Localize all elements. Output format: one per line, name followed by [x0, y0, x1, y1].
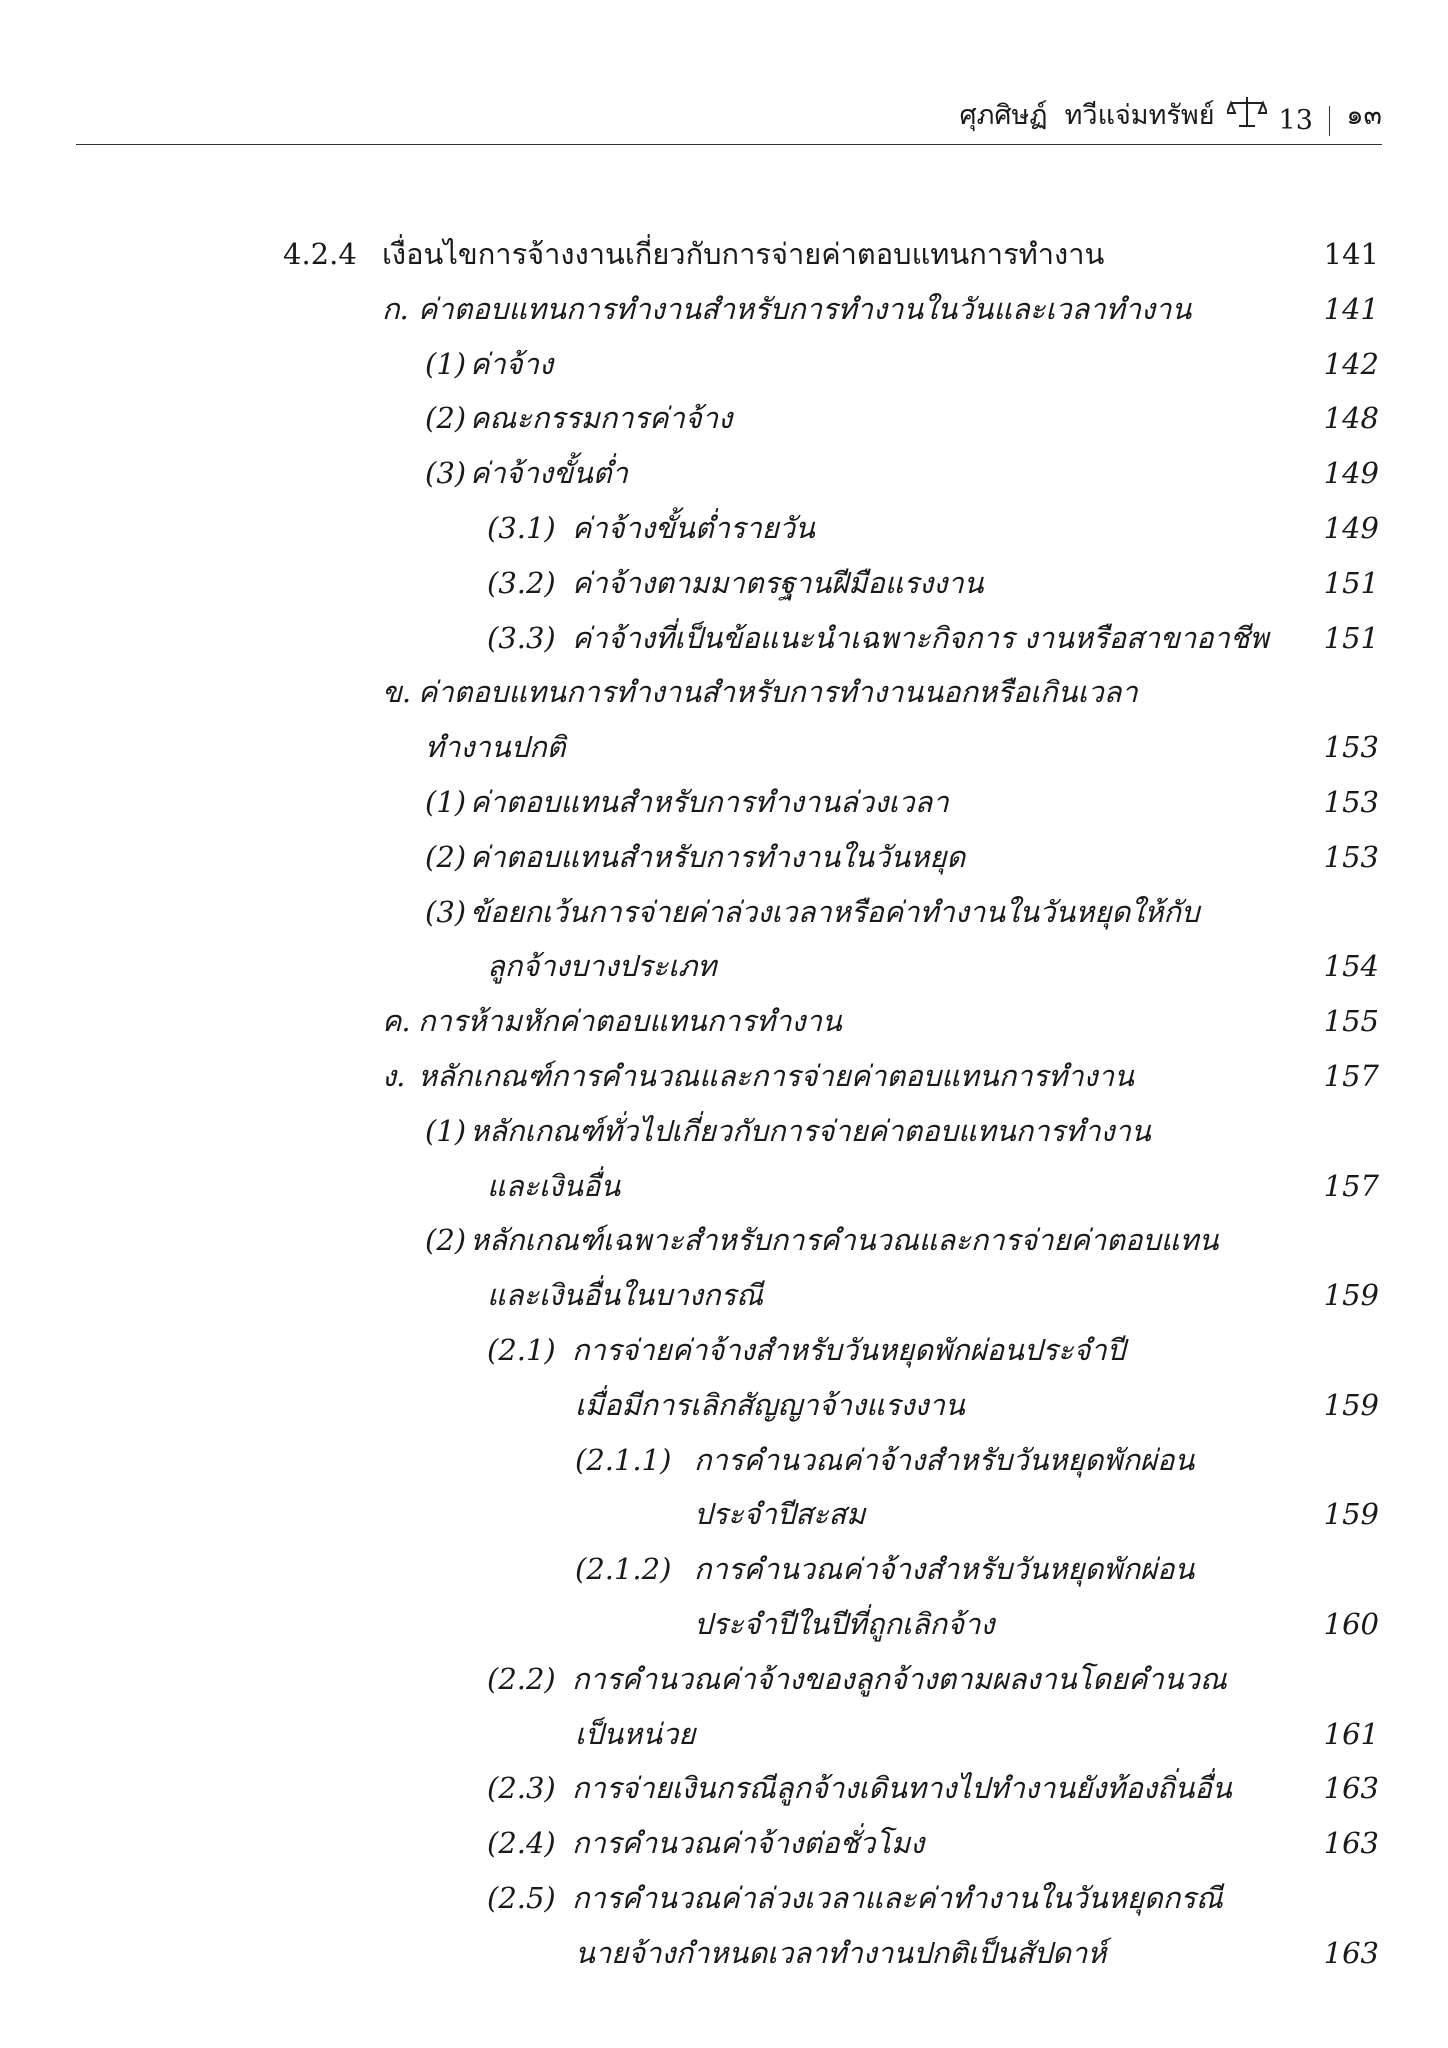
toc-entry-title[interactable]: การจ่ายค่าจ้างสำหรับวันหยุดพักผ่อนประจำปี	[572, 1333, 1126, 1367]
toc-entry-title[interactable]: หลักเกณฑ์การคำนวณและการจ่ายค่าตอบแทนการทำงาน	[418, 1059, 1134, 1093]
toc-entry-line	[0, 1544, 1379, 1594]
toc-entry-line	[0, 667, 1379, 717]
toc-entry-line	[0, 1654, 1379, 1704]
toc-page-number: 154	[1323, 949, 1379, 984]
toc-page-number: 163	[1323, 1935, 1379, 1970]
toc-page-number: 153	[1323, 785, 1379, 819]
author-name: ศุภศิษฏ์ ทวีแจ่มทรัพย์	[959, 100, 1215, 131]
scales-of-justice-icon	[1227, 95, 1267, 136]
toc-entry-line	[0, 777, 1379, 827]
toc-entry-number: (3)	[425, 456, 467, 491]
toc-entry-title[interactable]: การคำนวณค่าจ้างสำหรับวันหยุดพักผ่อน	[694, 1442, 1195, 1477]
toc-entry-title[interactable]: คณะกรรมการค่าจ้าง	[470, 401, 733, 436]
toc-entry-title[interactable]: ค่าจ้าง	[470, 346, 554, 381]
toc-page-number: 163	[1323, 1826, 1379, 1861]
toc-entry-number: (2.5)	[487, 1881, 556, 1915]
toc-entry-title[interactable]: เมื่อมีการเลิกสัญญาจ้างแรงงาน	[575, 1387, 965, 1422]
toc-entry-title[interactable]: หลักเกณฑ์ทั่วไปเกี่ยวกับการจ่ายค่าตอบแทนการทำงาน	[470, 1113, 1151, 1148]
toc-page-number: 149	[1323, 511, 1379, 545]
toc-entry-number: ก.	[382, 291, 409, 326]
toc-entry-line	[0, 503, 1379, 553]
toc-entry-title[interactable]: ประจำปีในปีที่ถูกเลิกจ้าง	[694, 1607, 995, 1641]
toc-page-number: 151	[1323, 565, 1379, 600]
toc-page-number: 163	[1323, 1771, 1379, 1806]
toc-entry-title[interactable]: ค่าตอบแทนการทำงานสำหรับการทำงานนอกหรือเกินเวลา	[418, 675, 1138, 710]
toc-entry-line	[0, 1325, 1379, 1375]
header-separator	[1329, 106, 1331, 136]
toc-entry-line	[0, 1489, 1379, 1539]
toc-entry-line	[0, 996, 1379, 1046]
toc-entry-number: (2.4)	[487, 1826, 556, 1861]
toc-entry-number: (2.3)	[487, 1771, 556, 1806]
toc-entry-title[interactable]: ประจำปีสะสม	[694, 1497, 866, 1532]
toc-entry-title[interactable]: เป็นหน่วย	[575, 1716, 696, 1751]
toc-entry-number: (2)	[425, 401, 467, 436]
toc-entry-title[interactable]: การคำนวณค่าล่วงเวลาและค่าทำงานในวันหยุดกรณี	[572, 1881, 1223, 1915]
toc-page-number: 142	[1323, 346, 1379, 381]
toc-entry-title[interactable]: ค่าตอบแทนการทำงานสำหรับการทำงานในวันและเวลาทำงาน	[418, 291, 1192, 326]
toc-entry-number: (1)	[425, 346, 467, 381]
toc-page-number: 148	[1323, 401, 1379, 436]
toc-entry-title[interactable]: หลักเกณฑ์เฉพาะสำหรับการคำนวณและการจ่ายค่าตอบแทน	[470, 1223, 1219, 1258]
toc-entry-number: (2.2)	[487, 1661, 556, 1696]
toc-entry-number: 4.2.4	[283, 237, 357, 271]
toc-entry-line	[0, 558, 1379, 608]
toc-entry-number: (2)	[425, 1223, 467, 1258]
toc-entry-number: (2.1.2)	[575, 1552, 672, 1587]
toc-entry-title[interactable]: นายจ้างกำหนดเวลาทำงานปกติเป็นสัปดาห์	[575, 1935, 1107, 1970]
toc-entry-line	[0, 1763, 1379, 1813]
toc-page-number: 157	[1323, 1059, 1379, 1093]
toc-entry-number: ค.	[382, 1004, 411, 1039]
toc-entry-line	[0, 393, 1379, 443]
toc-page-number: 160	[1323, 1607, 1379, 1641]
toc-entry-title[interactable]: เงื่อนไขการจ้างงานเกี่ยวกับการจ่ายค่าตอบแทนการทำงาน	[382, 237, 1105, 271]
toc-entry-line	[0, 1709, 1379, 1759]
toc-entry-number: (2.1.1)	[575, 1442, 672, 1477]
toc-entry-line	[0, 1270, 1379, 1320]
toc-entry-title[interactable]: การจ่ายเงินกรณีลูกจ้างเดินทางไปทำงานยังท้องถิ่นอื่น	[572, 1771, 1232, 1806]
toc-entry-line	[0, 941, 1379, 991]
toc-page-number: 159	[1323, 1497, 1379, 1532]
toc-entry-line	[0, 887, 1379, 937]
page-number-thai: ๑๓	[1346, 100, 1382, 131]
toc-entry-line	[0, 284, 1379, 334]
toc-entry-line	[0, 1106, 1379, 1156]
toc-page-number: 161	[1323, 1716, 1379, 1751]
toc-entry-line	[0, 1161, 1379, 1211]
toc-entry-number: (3)	[425, 894, 467, 929]
toc-entry-line	[0, 1873, 1379, 1923]
toc-entry-line	[0, 1380, 1379, 1430]
toc-entry-title[interactable]: ค่าตอบแทนสำหรับการทำงานล่วงเวลา	[470, 785, 949, 819]
toc-entry-line	[0, 229, 1379, 279]
toc-entry-title[interactable]: การคำนวณค่าจ้างต่อชั่วโมง	[572, 1826, 925, 1861]
toc-entry-number: (3.2)	[487, 565, 556, 600]
toc-entry-title[interactable]: ทำงานปกติ	[425, 730, 566, 765]
toc-entry-line	[0, 613, 1379, 663]
toc-entry-line	[0, 722, 1379, 772]
toc-entry-number: (1)	[425, 1113, 467, 1148]
toc-entry-line	[0, 1928, 1379, 1978]
page-number-arabic: 13	[1278, 105, 1313, 136]
toc-page-number: 151	[1323, 620, 1379, 655]
toc-entry-title[interactable]: และเงินอื่น	[487, 1168, 621, 1203]
toc-page-number: 157	[1323, 1168, 1379, 1203]
toc-entry-line	[0, 448, 1379, 498]
toc-page-number: 141	[1323, 291, 1379, 326]
toc-entry-number: (3.1)	[487, 511, 556, 545]
toc-entry-number: (2)	[425, 839, 467, 874]
toc-entry-number: (3.3)	[487, 620, 556, 655]
toc-page-number: 159	[1323, 1387, 1379, 1422]
toc-entry-number: (1)	[425, 785, 467, 819]
toc-page-number: 141	[1323, 237, 1379, 271]
toc-entry-number: ข.	[382, 675, 412, 710]
toc-entry-title[interactable]: ลูกจ้างบางประเภท	[487, 949, 717, 984]
toc-page-number: 149	[1323, 456, 1379, 491]
toc-entry-title[interactable]: การคำนวณค่าจ้างสำหรับวันหยุดพักผ่อน	[694, 1552, 1195, 1587]
toc-entry-number: (2.1)	[487, 1333, 556, 1367]
toc-page-number: 159	[1323, 1278, 1379, 1313]
toc-entry-line	[0, 832, 1379, 882]
toc-entry-number: ง.	[382, 1059, 406, 1093]
toc-entry-title[interactable]: ข้อยกเว้นการจ่ายค่าล่วงเวลาหรือค่าทำงานในวันหยุดให้กับ	[470, 894, 1200, 929]
toc-entry-title[interactable]: ค่าจ้างที่เป็นข้อแนะนำเฉพาะกิจการ งานหรือสาขาอาชีพ	[572, 620, 1269, 655]
toc-page-number: 153	[1323, 730, 1379, 765]
toc-entry-line	[0, 1051, 1379, 1101]
toc-entry-title[interactable]: และเงินอื่นในบางกรณี	[487, 1278, 764, 1313]
toc-entry-line	[0, 1818, 1379, 1868]
toc-entry-title[interactable]: การห้ามหักค่าตอบแทนการทำงาน	[418, 1004, 842, 1039]
toc-entry-title[interactable]: ค่าตอบแทนสำหรับการทำงานในวันหยุด	[470, 839, 966, 874]
toc-page-number: 155	[1323, 1004, 1379, 1039]
toc-entry-title[interactable]: การคำนวณค่าจ้างของลูกจ้างตามผลงานโดยคำนวณ	[572, 1661, 1227, 1696]
toc-entry-line	[0, 1599, 1379, 1649]
toc-entry-title[interactable]: ค่าจ้างขั้นต่ำ	[470, 456, 628, 491]
running-header	[76, 96, 1382, 145]
toc-entry-line	[0, 1435, 1379, 1485]
toc-entry-line	[0, 1215, 1379, 1265]
toc-entry-title[interactable]: ค่าจ้างตามมาตรฐานฝีมือแรงงาน	[572, 565, 984, 600]
toc-entry-title[interactable]: ค่าจ้างขั้นต่ำรายวัน	[572, 511, 815, 545]
toc-entry-line	[0, 339, 1379, 389]
toc-page-number: 153	[1323, 839, 1379, 874]
